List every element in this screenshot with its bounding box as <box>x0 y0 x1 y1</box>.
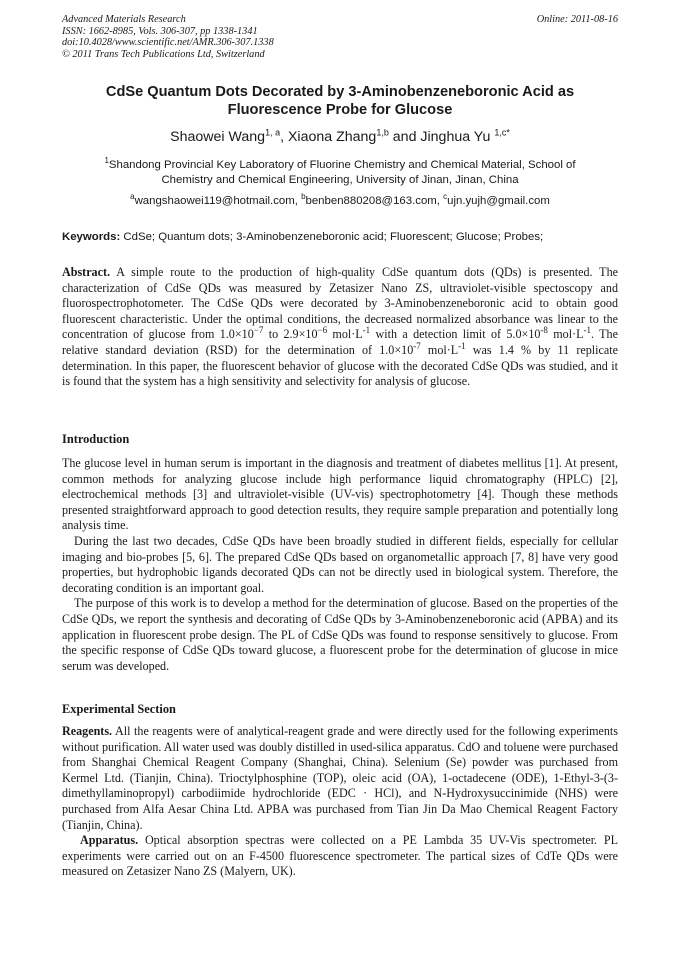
author-conjunction: and <box>392 129 417 145</box>
affiliation-line-2: Chemistry and Chemical Engineering, University of Jinan, Jinan, China <box>161 174 519 186</box>
copyright-line: © 2011 Trans Tech Publications Ltd, Switzerland <box>62 48 265 60</box>
affiliation-line-1: $^1$Shandong Provincial Key Laboratory of Fluorine Chemistry and Chemical Material, School of <box>104 156 576 171</box>
abstract-label: Abstract. <box>62 265 111 279</box>
issn-line: ISSN: 1662-8985, Vols. 306-307, pp 1338-1341 <box>62 25 258 37</box>
reagents-label: Reagents. <box>62 724 113 738</box>
introduction-heading: Introduction <box>62 432 130 446</box>
paragraph: During the last two decades, CdSe QDs have been broadly studied in different fields, especially for cellular imaging and bio-probes [5, 6]. The prepared CdSe QDs based on organometallic approach [7, 8] have very good properties, but hydrophobic ligands decorated QDs can not be directly used in biological system. Therefore, the decorating condition is an important goal. <box>62 533 618 595</box>
abstract: Abstract. A simple route to the production of high-quality CdSe quantum dots (QDs) is presented. The characterization of CdSe QDs was measured by Zetasizer Nano ZS, ultraviolet-visible spectoscopy and fluorospectrophotometer. The CdSe QDs were decorated by 3-Aminobenzeneboronic acid to obtain good fluorescent characteristic. Under the optimal conditions, the decreased normalized absorbance was linear to the concentration of glucose from $1.0\times 10^{-7}$ to $2.9\times 10^{-6}$ $mol\cdot L^{-1}$ with a detection limit of $5.0\times 10^{-8}$ $mol\cdot L^{-1}$. The relative standard deviation (RSD) for the determination of $1.0\times 10^{-7}$ $mol\cdot L^{-1}$ was 1.4 % by 11 replicate determination. In this paper, the fluorescent behavior of glucose with the decorated CdSe QDs was studied, and it is found that the system has a high sensitivity and selectivity for analysis of glucose. <box>62 265 618 389</box>
author-name: Xiaona Zhang <box>287 129 377 145</box>
email-address: wangshaowei119@hotmail.com, <box>134 195 298 207</box>
journal-header <box>62 14 618 60</box>
email-sup: c <box>443 192 448 202</box>
paper-title <box>62 83 618 119</box>
author-affiliation-sup: 1,b <box>376 127 389 138</box>
author-separator: , <box>280 129 288 145</box>
journal-name: Advanced Materials Research <box>62 14 186 25</box>
title-line-2: Fluorescence Probe for Glucose <box>227 102 453 118</box>
author-affiliation-sup: 1,c* <box>494 127 510 138</box>
keywords <box>62 230 618 244</box>
paragraph: The glucose level in human serum is important in the diagnosis and treatment of diabetes mellitus [1]. At present, common methods for analyzing glucose include high performance liquid chromatography (HPLC) [2], electrochemical methods [3] and ultraviolet-visible (UV-vis) spectrophotometry [4]. Though these methods presented straightforward approach to good detection results, they require sample preparation and potentially long analysis time. <box>62 456 618 533</box>
email-address: ujn.yujh@gmail.com <box>447 195 550 207</box>
author-name: Jinghua Yu <box>420 129 491 145</box>
apparatus-label: Apparatus. <box>80 833 139 848</box>
experimental-body <box>62 724 618 880</box>
paragraph: Apparatus. Optical absorption spectras were collected on a PE Lambda 35 UV-Vis spectrometer. PL experiments were carried out on an F-4500 fluorescence spectrometer. The partical sizes of CdTe QDs were measured on Zetasizer Nano ZS (Malyern, UK). <box>62 833 618 879</box>
email-sup: a <box>130 192 135 202</box>
online-date: Online: 2011-08-16 <box>536 14 618 25</box>
affiliation-sup: 1 <box>104 156 109 166</box>
email-address: benben880208@163.com, <box>305 195 440 207</box>
title-line-1: CdSe Quantum Dots Decorated by 3-Aminobenzeneboronic Acid as <box>105 84 575 100</box>
experimental-heading: Experimental Section <box>62 702 176 716</box>
keywords-label: Keywords: <box>62 231 121 243</box>
affiliation <box>62 158 618 188</box>
introduction-body <box>62 456 618 674</box>
paragraph: The purpose of this work is to develop a method for the determination of glucose. Based on the properties of the CdSe QDs, we report the synthesis and decorating of CdSe QDs by 3-Aminobenzeneboronic acid (APBA) and its application in fluorescent probe design. The PL of CdSe QDs was found to response sensitively to glucose. From the specific response of CdSe QDs toward glucose, a fluorescent probe for the determination of glucose in mice serum was developed. <box>62 596 618 673</box>
author-emails <box>62 194 618 208</box>
paragraph: Reagents. All the reagents were of analytical-reagent grade and were directly used for the following experiments without purification. All water used was doubly distilled in used-silica apparatus. CdO and toluene were purchased from Shanghai Chemical Reagent Company (Shanghai, China). Selenium (Se) powder was purchased from Kermel Ltd. (Tianjin, China). Trioctylphosphine (TOP), oleic acid (OA), 1-octadecene (ODE), 1-Ethyl-3-(3-dimethyllaminopropyl) carbodiimide hydrochloride (EDC · HCl), and N-Hydroxysuccinimide (NHS) were purchased from Alfa Aesar China Ltd. APBA was purchased from Tian Jin Da Mao Chemical Reagent Factory (Tianjin, China). <box>62 724 618 832</box>
keywords-text: CdSe; Quantum dots; 3-Aminobenzeneboronic acid; Fluorescent; Glucose; Probes; <box>123 231 544 243</box>
author-name: Shaowei Wang <box>170 129 266 145</box>
author-list <box>62 128 618 146</box>
email-sup: b <box>301 192 306 202</box>
author-affiliation-sup: 1, a <box>265 127 281 138</box>
doi-line: doi:10.4028/www.scientific.net/AMR.306-307.1338 <box>62 37 274 49</box>
